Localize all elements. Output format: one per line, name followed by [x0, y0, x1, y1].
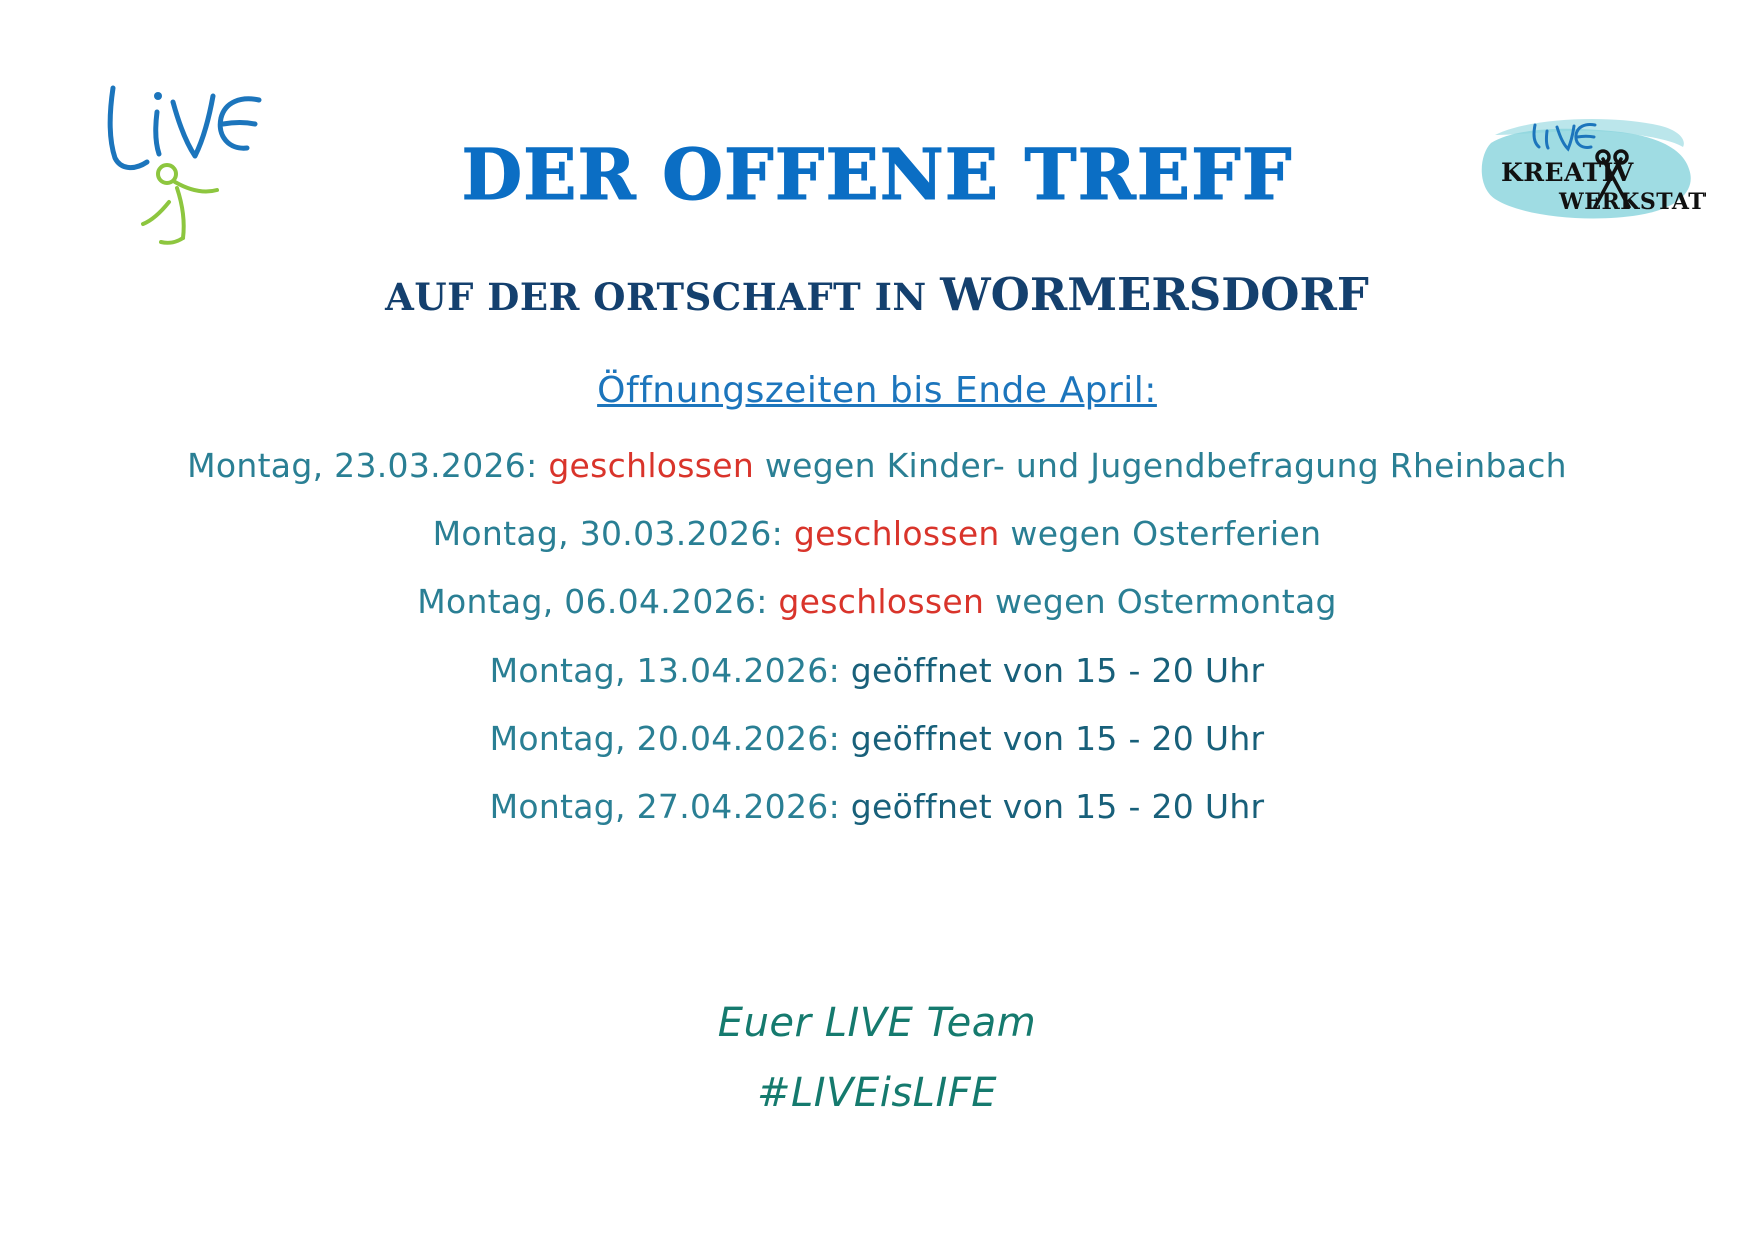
opening-hours-heading: Öffnungszeiten bis Ende April:: [597, 370, 1157, 411]
footer: [0, 1000, 1754, 1116]
page-subtitle: [0, 270, 1754, 320]
kreativ-logo-line2: WERKSTATT: [1559, 189, 1706, 215]
hours-reason: wegen Ostermontag: [984, 582, 1337, 622]
page-title: DER OFFENE TREFF: [461, 133, 1293, 216]
hours-status: geöffnet von 15 - 20 Uhr: [850, 718, 1265, 758]
hours-status: geschlossen: [548, 446, 755, 485]
hours-reason: wegen Kinder- und Jugendbefragung Rheinbach: [754, 446, 1567, 485]
hours-date: Montag, 27.04.2026:: [489, 787, 851, 827]
footer-hashtag: #LIVEisLIFE: [756, 1070, 998, 1116]
hours-status: geöffnet von 15 - 20 Uhr: [850, 650, 1265, 690]
hours-date: Montag, 30.03.2026:: [432, 514, 794, 554]
hours-row: [0, 445, 1754, 487]
hours-date: Montag, 06.04.2026:: [417, 582, 779, 622]
kreativ-logo-line1: KREATIV: [1501, 158, 1634, 187]
hours-status: geschlossen: [793, 514, 1000, 554]
hours-date: Montag, 23.03.2026:: [187, 446, 549, 485]
hours-row: [0, 786, 1754, 828]
hours-row: [0, 581, 1754, 623]
page-subtitle-prefix: AUF DER ORTSCHAFT IN: [385, 275, 941, 319]
hours-row: [0, 650, 1754, 692]
page-subtitle-place: WORMERSDORF: [940, 268, 1369, 321]
hours-reason: wegen Osterferien: [999, 514, 1322, 554]
hours-date: Montag, 20.04.2026:: [489, 718, 851, 758]
hours-row: [0, 718, 1754, 760]
hours-row: [0, 513, 1754, 555]
footer-team-line: Euer LIVE Team: [717, 1000, 1037, 1046]
opening-hours-section: [0, 370, 1754, 854]
hours-status: geschlossen: [778, 582, 985, 622]
hours-date: Montag, 13.04.2026:: [489, 650, 851, 690]
hours-status: geöffnet von 15 - 20 Uhr: [850, 787, 1265, 827]
